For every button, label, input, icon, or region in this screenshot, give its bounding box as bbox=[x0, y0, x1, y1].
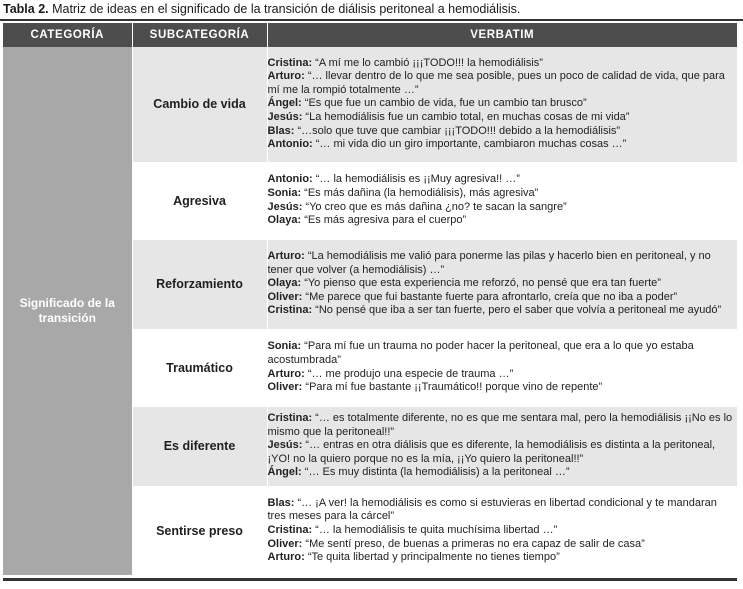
ideas-matrix-table bbox=[3, 23, 737, 575]
speaker-name: Sonia: bbox=[267, 186, 302, 199]
quote-line bbox=[268, 111, 738, 125]
quote-line bbox=[268, 250, 738, 277]
quote-text: “… me produjo una especie de trauma …” bbox=[304, 367, 514, 380]
quote-line bbox=[268, 524, 738, 538]
table-caption bbox=[3, 1, 520, 17]
verbatim-cell bbox=[267, 162, 737, 239]
speaker-name: Oliver: bbox=[267, 290, 303, 303]
quote-text: “… la hemodiálisis te quita muchísima libertad …” bbox=[312, 523, 558, 536]
verbatim-cell bbox=[267, 329, 737, 406]
speaker-name: Ángel: bbox=[267, 466, 302, 479]
speaker-name: Oliver: bbox=[267, 537, 303, 550]
quote-text: “Es más agresiva para el cuerpo” bbox=[301, 214, 467, 227]
quote-line bbox=[268, 173, 738, 187]
subcategory-cell: Agresiva bbox=[132, 162, 267, 239]
speaker-name: Cristina: bbox=[267, 412, 313, 425]
speaker-name: Olaya: bbox=[267, 214, 302, 227]
quote-line bbox=[268, 138, 738, 152]
quote-line bbox=[268, 214, 738, 228]
verbatim-cell bbox=[267, 239, 737, 329]
speaker-name: Cristina: bbox=[267, 56, 313, 69]
table-header-row bbox=[3, 23, 737, 47]
speaker-name: Blas: bbox=[267, 496, 295, 509]
quote-text: “… entras en otra diálisis que es diferente, la hemodiálisis es distinta a la peritoneal, ¡YO! no la quiero porque no es la mía, ¡¡Yo quiero la peritoneal!!” bbox=[267, 439, 716, 465]
speaker-name: Cristina: bbox=[267, 523, 313, 536]
speaker-name: Antonio: bbox=[267, 138, 313, 151]
caption-rule bbox=[0, 19, 743, 21]
quote-text: “Me sentí preso, de buenas a primeras no era capaz de salir de casa” bbox=[302, 537, 645, 550]
speaker-name: Jesús: bbox=[267, 111, 303, 124]
category-cell: Significado de la transición bbox=[3, 47, 132, 575]
quote-text: “Yo creo que es más dañina ¿no? te sacan la sangre” bbox=[302, 200, 567, 213]
verbatim-cell bbox=[267, 406, 737, 486]
quote-text: “Para mí fue bastante ¡¡Traumático!! porque vino de repente” bbox=[302, 381, 603, 394]
table-caption-label: Tabla 2. bbox=[3, 2, 49, 16]
subcategory-cell: Reforzamiento bbox=[132, 239, 267, 329]
speaker-name: Oliver: bbox=[267, 381, 303, 394]
header-categoria: CATEGORÍA bbox=[3, 23, 132, 47]
quote-text: “La hemodiálisis me valió para ponerme las pilas y hacerlo bien en peritoneal, y no tener que volver (a hemodiálisis) …” bbox=[267, 250, 711, 276]
speaker-name: Ángel: bbox=[267, 97, 302, 110]
speaker-name: Jesús: bbox=[267, 439, 303, 452]
quote-line bbox=[268, 277, 738, 291]
quote-text: “Te quita libertad y principalmente no tienes tiempo” bbox=[304, 551, 560, 564]
quote-line bbox=[268, 304, 738, 318]
speaker-name: Arturo: bbox=[267, 70, 305, 83]
quote-text: “Me parece que fui bastante fuerte para afrontarlo, creía que no iba a poder” bbox=[302, 290, 678, 303]
speaker-name: Arturo: bbox=[267, 367, 305, 380]
quote-text: “Yo pienso que esta experiencia me reforzó, no pensé que era tan fuerte” bbox=[301, 277, 661, 290]
quote-line bbox=[268, 439, 738, 466]
subcategory-cell: Traumático bbox=[132, 329, 267, 406]
quote-line bbox=[268, 201, 738, 215]
speaker-name: Sonia: bbox=[267, 340, 302, 353]
quote-text: “A mí me lo cambió ¡¡¡TODO!!! la hemodiálisis” bbox=[312, 56, 543, 69]
quote-text: “Es más dañina (la hemodiálisis), más agresiva” bbox=[301, 186, 539, 199]
header-verbatim: VERBATIM bbox=[267, 23, 737, 47]
table-caption-text: Matriz de ideas en el significado de la transición de diálisis peritoneal a hemodiálisis. bbox=[48, 2, 521, 16]
quote-line bbox=[268, 538, 738, 552]
speaker-name: Antonio: bbox=[267, 173, 313, 186]
quote-line bbox=[268, 412, 738, 439]
verbatim-cell bbox=[267, 47, 737, 162]
quote-line bbox=[268, 368, 738, 382]
quote-line bbox=[268, 97, 738, 111]
quote-line bbox=[268, 57, 738, 71]
quote-text: “… Es muy distinta (la hemodiálisis) a la peritoneal …” bbox=[301, 466, 570, 479]
subcategory-cell: Es diferente bbox=[132, 406, 267, 486]
quote-line bbox=[268, 70, 738, 97]
quote-text: “Para mí fue un trauma no poder hacer la peritoneal, que era a lo que yo estaba acostumbrada” bbox=[267, 340, 694, 366]
quote-text: “… mi vida dio un giro importante, cambiaron muchas cosas …” bbox=[312, 138, 627, 151]
table-row bbox=[3, 47, 737, 162]
verbatim-cell bbox=[267, 486, 737, 575]
quote-text: “…solo que tuve que cambiar ¡¡¡TODO!!! debido a la hemodiálisis” bbox=[294, 124, 621, 137]
table-bottom-rule bbox=[3, 578, 737, 581]
speaker-name: Olaya: bbox=[267, 277, 302, 290]
quote-line bbox=[268, 187, 738, 201]
speaker-name: Cristina: bbox=[267, 304, 313, 317]
quote-text: “… es totalmente diferente, no es que me sentara mal, pero la hemodiálisis ¡¡No es lo mismo que la peritoneal!!” bbox=[267, 412, 733, 438]
quote-text: “… llevar dentro de lo que me sea posible, pues un poco de calidad de vida, que para mí me la rompió totalmente …” bbox=[267, 70, 725, 96]
quote-text: “No pensé que iba a ser tan fuerte, pero el saber que volvía a peritoneal me ayudó” bbox=[312, 304, 722, 317]
subcategory-cell: Cambio de vida bbox=[132, 47, 267, 162]
quote-line bbox=[268, 381, 738, 395]
quote-line bbox=[268, 497, 738, 524]
quote-text: “… la hemodiálisis es ¡¡Muy agresiva!! …” bbox=[312, 173, 520, 186]
speaker-name: Jesús: bbox=[267, 200, 303, 213]
quote-text: “La hemodiálisis fue un cambio total, en muchas cosas de mi vida” bbox=[302, 111, 630, 124]
header-subcategoria: SUBCATEGORÍA bbox=[132, 23, 267, 47]
quote-line bbox=[268, 125, 738, 139]
quote-text: “Es que fue un cambio de vida, fue un cambio tan brusco” bbox=[301, 97, 587, 110]
speaker-name: Blas: bbox=[267, 124, 295, 137]
quote-text: “… ¡A ver! la hemodiálisis es como si estuvieras en libertad condicional y te mandaran tres meses para la cárcel” bbox=[267, 496, 717, 523]
quote-line bbox=[268, 340, 738, 367]
speaker-name: Arturo: bbox=[267, 250, 305, 263]
quote-line bbox=[268, 291, 738, 305]
subcategory-cell: Sentirse preso bbox=[132, 486, 267, 575]
quote-line bbox=[268, 466, 738, 480]
speaker-name: Arturo: bbox=[267, 551, 305, 564]
quote-line bbox=[268, 551, 738, 565]
